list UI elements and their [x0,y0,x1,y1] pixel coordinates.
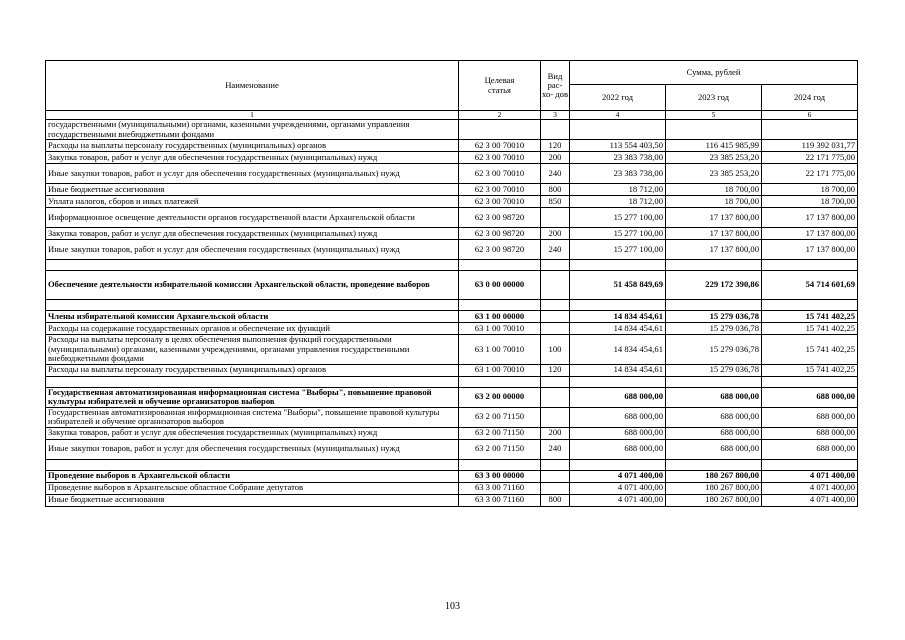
cell-2022: 23 383 738,00 [570,152,666,164]
cell-name: Члены избирательной комиссии Архангельской области [46,311,459,323]
header-2023: 2023 год [666,85,762,111]
cell-kind [541,470,570,482]
table-row [46,208,858,228]
cell-2022: 4 071 400,00 [570,482,666,494]
cell-2022: 15 277 100,00 [570,228,666,240]
cell-kind [541,407,570,427]
cell-target: 62 3 00 98720 [459,240,541,260]
cell-2024: 688 000,00 [762,439,858,459]
header-name: Наименование [46,61,459,111]
cell-2024 [762,260,858,271]
header-sum: Сумма, рублей [570,61,858,85]
cell-target: 63 0 00 00000 [459,271,541,300]
cell-kind [541,271,570,300]
cell-2022 [570,120,666,140]
table-row [46,152,858,164]
cell-kind [541,300,570,311]
cell-2024: 18 700,00 [762,196,858,208]
budget-table-sheet [45,60,857,507]
cell-name: Расходы на выплаты персоналу в целях обеспечения выполнения функций государственными (муниципальными) органами, казенными учреждениями, органами управления государственными внебюджетными фондами [46,335,459,365]
cell-2024: 18 700,00 [762,184,858,196]
cell-target [459,120,541,140]
cell-2022: 51 458 849,69 [570,271,666,300]
col-num-2: 2 [459,111,541,120]
cell-2023: 17 137 800,00 [666,240,762,260]
table-row [46,323,858,335]
cell-kind [541,323,570,335]
cell-2023: 23 385 253,20 [666,152,762,164]
table-row [46,439,858,459]
cell-target: 63 1 00 70010 [459,323,541,335]
table-row [46,164,858,184]
cell-target: 62 3 00 70010 [459,184,541,196]
cell-name: Уплата налогов, сборов и иных платежей [46,196,459,208]
cell-name: Иные бюджетные ассигнования [46,494,459,506]
cell-2023: 15 279 036,78 [666,335,762,365]
cell-kind: 240 [541,240,570,260]
cell-2023: 116 415 985,99 [666,140,762,152]
cell-kind [541,120,570,140]
cell-name: Государственная автоматизированная информационная система "Выборы", повышение правовой культуры избирателей и обучение организаторов выборов [46,387,459,407]
table-row [46,300,858,311]
cell-2023: 688 000,00 [666,387,762,407]
cell-target: 62 3 00 70010 [459,164,541,184]
cell-2022: 688 000,00 [570,407,666,427]
col-num-4: 4 [570,111,666,120]
cell-kind: 200 [541,427,570,439]
table-row [46,260,858,271]
cell-2023: 688 000,00 [666,439,762,459]
cell-2022: 688 000,00 [570,387,666,407]
cell-name: Закупка товаров, работ и услуг для обеспечения государственных (муниципальных) нужд [46,427,459,439]
col-num-5: 5 [666,111,762,120]
cell-name: Информационное освещение деятельности органов государственной власти Архангельской области [46,208,459,228]
header-kind-label: Вид рас- хо- дов [542,71,569,99]
cell-2024: 54 714 601,69 [762,271,858,300]
cell-2023: 18 700,00 [666,184,762,196]
table-row [46,196,858,208]
cell-2024: 15 741 402,25 [762,364,858,376]
cell-kind [541,260,570,271]
cell-kind: 100 [541,335,570,365]
table-body [46,120,858,507]
table-row [46,470,858,482]
cell-kind [541,376,570,387]
table-row [46,228,858,240]
cell-2022 [570,260,666,271]
cell-kind: 200 [541,228,570,240]
cell-2024: 4 071 400,00 [762,470,858,482]
cell-2022: 15 277 100,00 [570,240,666,260]
cell-2024: 119 392 031,77 [762,140,858,152]
cell-2023: 15 279 036,78 [666,364,762,376]
table-row [46,140,858,152]
cell-2024 [762,459,858,470]
col-num-1: 1 [46,111,459,120]
cell-target: 63 3 00 71160 [459,494,541,506]
table-row [46,335,858,365]
cell-kind: 850 [541,196,570,208]
cell-target: 63 3 00 71160 [459,482,541,494]
cell-2023: 180 267 800,00 [666,482,762,494]
cell-2022: 18 712,00 [570,184,666,196]
cell-2024: 17 137 800,00 [762,208,858,228]
cell-target: 63 3 00 00000 [459,470,541,482]
cell-target: 62 3 00 70010 [459,196,541,208]
cell-2022: 4 071 400,00 [570,494,666,506]
cell-name: Иные бюджетные ассигнования [46,184,459,196]
cell-target: 63 1 00 70010 [459,364,541,376]
cell-kind: 200 [541,152,570,164]
page-number: 103 [445,601,460,612]
cell-target: 63 2 00 71150 [459,427,541,439]
cell-2023: 180 267 800,00 [666,470,762,482]
cell-2022 [570,300,666,311]
table-row [46,184,858,196]
cell-2024: 15 741 402,25 [762,311,858,323]
cell-target [459,376,541,387]
cell-2023: 17 137 800,00 [666,208,762,228]
cell-kind [541,387,570,407]
table-row [46,459,858,470]
cell-kind: 800 [541,184,570,196]
cell-2022: 14 834 454,61 [570,311,666,323]
cell-name: Закупка товаров, работ и услуг для обеспечения государственных (муниципальных) нужд [46,152,459,164]
cell-name: Проведение выборов в Архангельское областное Собрание депутатов [46,482,459,494]
header-target-label: Целевая статья [484,75,515,95]
cell-target: 63 1 00 00000 [459,311,541,323]
cell-target: 62 3 00 70010 [459,140,541,152]
cell-2023 [666,300,762,311]
cell-name: Обеспечение деятельности избирательной комиссии Архангельской области, проведение выборов [46,271,459,300]
cell-2024 [762,120,858,140]
table-row [46,407,858,427]
cell-kind [541,482,570,494]
cell-kind [541,208,570,228]
cell-2022: 14 834 454,61 [570,335,666,365]
cell-target: 62 3 00 98720 [459,228,541,240]
cell-target [459,300,541,311]
cell-2022: 23 383 738,00 [570,164,666,184]
cell-kind [541,311,570,323]
cell-2022: 4 071 400,00 [570,470,666,482]
cell-name: Расходы на выплаты персоналу государственных (муниципальных) органов [46,364,459,376]
cell-2024 [762,376,858,387]
table-row [46,482,858,494]
cell-2024: 15 741 402,25 [762,335,858,365]
cell-2024: 4 071 400,00 [762,482,858,494]
cell-name [46,459,459,470]
header-2022: 2022 год [570,85,666,111]
cell-2024: 17 137 800,00 [762,240,858,260]
cell-2023: 688 000,00 [666,427,762,439]
cell-target: 63 2 00 00000 [459,387,541,407]
col-num-6: 6 [762,111,858,120]
table-row [46,494,858,506]
cell-kind: 120 [541,140,570,152]
cell-2023: 15 279 036,78 [666,311,762,323]
cell-2022: 14 834 454,61 [570,323,666,335]
cell-2024: 22 171 775,00 [762,152,858,164]
cell-kind: 240 [541,164,570,184]
table-row [46,120,858,140]
cell-name [46,260,459,271]
col-num-3: 3 [541,111,570,120]
cell-2022: 18 712,00 [570,196,666,208]
cell-name [46,300,459,311]
cell-2022: 14 834 454,61 [570,364,666,376]
cell-2023: 23 385 253,20 [666,164,762,184]
cell-2024: 4 071 400,00 [762,494,858,506]
cell-2022: 113 554 403,50 [570,140,666,152]
cell-kind: 800 [541,494,570,506]
cell-target: 63 2 00 71150 [459,407,541,427]
cell-name: Расходы на выплаты персоналу государственных (муниципальных) органов [46,140,459,152]
cell-name: государственными (муниципальными) органами, казенными учреждениями, органами управления государственными внебюджетными фондами [46,120,459,140]
cell-2022 [570,376,666,387]
cell-2024 [762,300,858,311]
cell-2024: 17 137 800,00 [762,228,858,240]
cell-name: Иные закупки товаров, работ и услуг для обеспечения государственных (муниципальных) нужд [46,240,459,260]
cell-2023: 180 267 800,00 [666,494,762,506]
table-row [46,271,858,300]
cell-2023: 229 172 390,86 [666,271,762,300]
table-row [46,364,858,376]
cell-2024: 688 000,00 [762,407,858,427]
cell-2023: 18 700,00 [666,196,762,208]
cell-target: 62 3 00 70010 [459,152,541,164]
cell-2022: 15 277 100,00 [570,208,666,228]
cell-kind: 240 [541,439,570,459]
cell-name: Расходы на содержание государственных органов и обеспечение их функций [46,323,459,335]
budget-table [45,60,858,507]
table-row [46,376,858,387]
cell-2024: 688 000,00 [762,387,858,407]
cell-2023: 688 000,00 [666,407,762,427]
cell-2022 [570,459,666,470]
header-kind [541,61,570,111]
cell-name: Иные закупки товаров, работ и услуг для обеспечения государственных (муниципальных) нужд [46,439,459,459]
cell-name: Закупка товаров, работ и услуг для обеспечения государственных (муниципальных) нужд [46,228,459,240]
cell-2022: 688 000,00 [570,439,666,459]
table-row [46,240,858,260]
cell-2023 [666,376,762,387]
header-target [459,61,541,111]
cell-2024: 15 741 402,25 [762,323,858,335]
cell-target: 62 3 00 98720 [459,208,541,228]
cell-kind [541,459,570,470]
cell-name: Иные закупки товаров, работ и услуг для обеспечения государственных (муниципальных) нужд [46,164,459,184]
cell-2023 [666,120,762,140]
cell-target [459,260,541,271]
cell-2022: 688 000,00 [570,427,666,439]
cell-name [46,376,459,387]
cell-name: Проведение выборов в Архангельской области [46,470,459,482]
column-number-row [46,111,858,120]
header-2024: 2024 год [762,85,858,111]
cell-name: Государственная автоматизированная информационная система "Выборы", повышение правовой культуры избирателей и обучение организаторов выборов [46,407,459,427]
cell-2023: 17 137 800,00 [666,228,762,240]
table-row [46,311,858,323]
cell-2024: 688 000,00 [762,427,858,439]
cell-target: 63 2 00 71150 [459,439,541,459]
cell-kind: 120 [541,364,570,376]
cell-2024: 22 171 775,00 [762,164,858,184]
table-row [46,427,858,439]
cell-2023 [666,459,762,470]
cell-2023: 15 279 036,78 [666,323,762,335]
cell-target [459,459,541,470]
cell-2023 [666,260,762,271]
cell-target: 63 1 00 70010 [459,335,541,365]
table-row [46,387,858,407]
